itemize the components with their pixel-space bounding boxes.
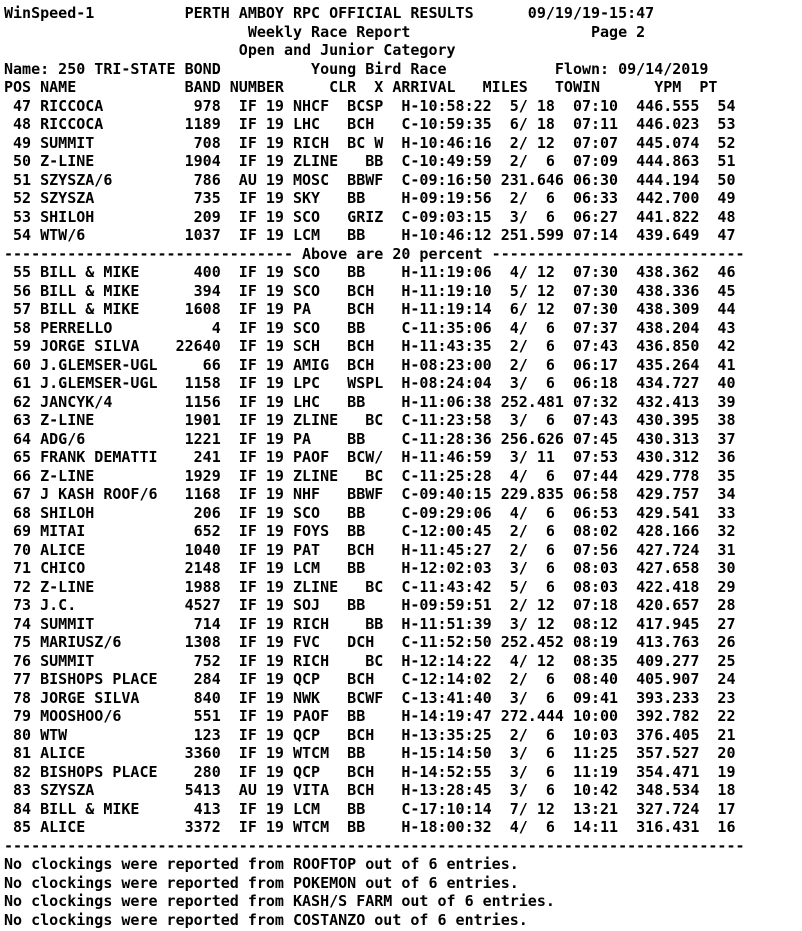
table-row: 72 Z-LINE 1988 IF 19 ZLINE BC C-11:43:42 5/ 6 08:03 422.418 29 <box>4 577 736 596</box>
header-race-name-line: Name: 250 TRI-STATE BOND Young Bird Race Flown: 09/14/2019 <box>4 59 709 78</box>
table-row: 67 J KASH ROOF/6 1168 IF 19 NHF BBWF C-09:40:15 229.835 06:58 429.757 34 <box>4 485 736 503</box>
table-row: 81 ALICE 3360 IF 19 WTCM BB H-15:14:50 3/ 6 11:25 357.527 20 <box>4 744 736 762</box>
report-header <box>4 4 802 97</box>
header-title-line: WinSpeed-1 PERTH AMBOY RPC OFFICIAL RESULTS 09/19/19-15:47 <box>4 4 655 22</box>
table-row: 77 BISHOPS PLACE 284 IF 19 QCP BCH C-12:14:02 2/ 6 08:40 405.907 24 <box>4 670 736 688</box>
table-row: 66 Z-LINE 1929 IF 19 ZLINE BC C-11:25:28 4/ 6 07:44 429.778 35 <box>4 466 736 485</box>
table-row: 63 Z-LINE 1901 IF 19 ZLINE BC C-11:23:58 3/ 6 07:43 430.395 38 <box>4 411 736 429</box>
table-row: 79 MOOSHOO/6 551 IF 19 PAOF BB H-14:19:47 272.444 10:00 392.782 22 <box>4 707 736 725</box>
table-row: 64 ADG/6 1221 IF 19 PA BB C-11:28:36 256.626 07:45 430.313 37 <box>4 429 736 448</box>
table-row: 59 JORGE SILVA 22640 IF 19 SCH BCH H-11:43:35 2/ 6 07:43 436.850 42 <box>4 337 736 355</box>
table-row: 54 WTW/6 1037 IF 19 LCM BB H-10:46:12 251.599 07:14 439.649 47 <box>4 226 736 244</box>
table-row: 78 JORGE SILVA 840 IF 19 NWK BCWF C-13:41:40 3/ 6 09:41 393.233 23 <box>4 688 736 707</box>
table-row: 82 BISHOPS PLACE 280 IF 19 QCP BCH H-14:52:55 3/ 6 11:19 354.471 19 <box>4 762 736 781</box>
footer-note: No clockings were reported from COSTANZO out of 6 entries. <box>4 910 528 929</box>
table-row: 74 SUMMIT 714 IF 19 RICH BB H-11:51:39 3/ 12 08:12 417.945 27 <box>4 614 736 633</box>
table-row: 84 BILL & MIKE 413 IF 19 LCM BB C-17:10:14 7/ 12 13:21 327.724 17 <box>4 799 736 818</box>
table-row: 47 RICCOCA 978 IF 19 NHCF BCSP H-10:58:22 5/ 18 07:10 446.555 54 <box>4 96 736 115</box>
closing-rule: ---------------------------------------------------------------------------------- <box>4 836 745 855</box>
table-row: 51 SZYSZA/6 786 AU 19 MOSC BBWF C-09:16:50 231.646 06:30 444.194 50 <box>4 170 736 189</box>
table-row: 68 SHILOH 206 IF 19 SCO BB C-09:29:06 4/ 6 06:53 429.541 33 <box>4 503 736 522</box>
table-row: 52 SZYSZA 735 IF 19 SKY BB H-09:19:56 2/ 6 06:33 442.700 49 <box>4 189 736 207</box>
table-row: 61 J.GLEMSER-UGL 1158 IF 19 LPC WSPL H-08:24:04 3/ 6 06:18 434.727 40 <box>4 374 736 392</box>
table-row: 69 MITAI 652 IF 19 FOYS BB C-12:00:45 2/ 6 08:02 428.166 32 <box>4 522 736 540</box>
table-row: 73 J.C. 4527 IF 19 SOJ BB H-09:59:51 2/ 12 07:18 420.657 28 <box>4 596 736 614</box>
table-row: 60 J.GLEMSER-UGL 66 IF 19 AMIG BCH H-08:23:00 2/ 6 06:17 435.264 41 <box>4 355 736 374</box>
table-row: 53 SHILOH 209 IF 19 SCO GRIZ C-09:03:15 3/ 6 06:27 441.822 48 <box>4 207 736 226</box>
table-row: 56 BILL & MIKE 394 IF 19 SCO BCH H-11:19:10 5/ 12 07:30 438.336 45 <box>4 281 736 300</box>
table-row: 65 FRANK DEMATTI 241 IF 19 PAOF BCW/ H-11:46:59 3/ 11 07:53 430.312 36 <box>4 448 736 466</box>
table-row: 80 WTW 123 IF 19 QCP BCH H-13:35:25 2/ 6 10:03 376.405 21 <box>4 725 736 744</box>
table-row: 48 RICCOCA 1189 IF 19 LHC BCH C-10:59:35 6/ 18 07:11 446.023 53 <box>4 115 736 133</box>
table-row: 85 ALICE 3372 IF 19 WTCM BB H-18:00:32 4/ 6 14:11 316.431 16 <box>4 818 736 836</box>
table-row: 75 MARIUSZ/6 1308 IF 19 FVC DCH C-11:52:50 252.452 08:19 413.763 26 <box>4 633 736 651</box>
table-row: 76 SUMMIT 752 IF 19 RICH BC H-12:14:22 4/ 12 08:35 409.277 25 <box>4 651 736 670</box>
report-footer <box>4 855 802 929</box>
table-row: 55 BILL & MIKE 400 IF 19 SCO BB H-11:19:06 4/ 12 07:30 438.362 46 <box>4 263 736 281</box>
table-row: 83 SZYSZA 5413 AU 19 VITA BCH H-13:28:45 3/ 6 10:42 348.534 18 <box>4 781 736 799</box>
footer-note: No clockings were reported from KASH/S FARM out of 6 entries. <box>4 892 555 910</box>
table-row: 62 JANCYK/4 1156 IF 19 LHC BB H-11:06:38 252.481 07:32 432.413 39 <box>4 392 736 411</box>
results-rows-top <box>4 97 802 245</box>
table-row: 49 SUMMIT 708 IF 19 RICH BC W H-10:46:16 2/ 12 07:07 445.074 52 <box>4 133 736 152</box>
table-row: 57 BILL & MIKE 1608 IF 19 PA BCH H-11:19:14 6/ 12 07:30 438.309 44 <box>4 300 736 318</box>
footer-note: No clockings were reported from ROOFTOP out of 6 entries. <box>4 855 519 873</box>
table-row: 70 ALICE 1040 IF 19 PAT BCH H-11:45:27 2/ 6 07:56 427.724 31 <box>4 540 736 559</box>
header-category-line: Open and Junior Category <box>4 41 456 59</box>
header-subtitle-line: Weekly Race Report Page 2 <box>4 22 646 41</box>
results-rows-bottom <box>4 263 802 837</box>
table-row: 58 PERRELLO 4 IF 19 SCO BB C-11:35:06 4/ 6 07:37 438.204 43 <box>4 318 736 337</box>
footer-note: No clockings were reported from POKEMON out of 6 entries. <box>4 873 519 892</box>
table-row: 71 CHICO 2148 IF 19 LCM BB H-12:02:03 3/ 6 08:03 427.658 30 <box>4 559 736 577</box>
table-row: 50 Z-LINE 1904 IF 19 ZLINE BB C-10:49:59 2/ 6 07:09 444.863 51 <box>4 152 736 170</box>
percent-divider: -------------------------------- Above are 20 percent ---------------------------- <box>4 244 745 263</box>
column-headers: POS NAME BAND NUMBER CLR X ARRIVAL MILES TOWIN YPM PT <box>4 78 718 96</box>
